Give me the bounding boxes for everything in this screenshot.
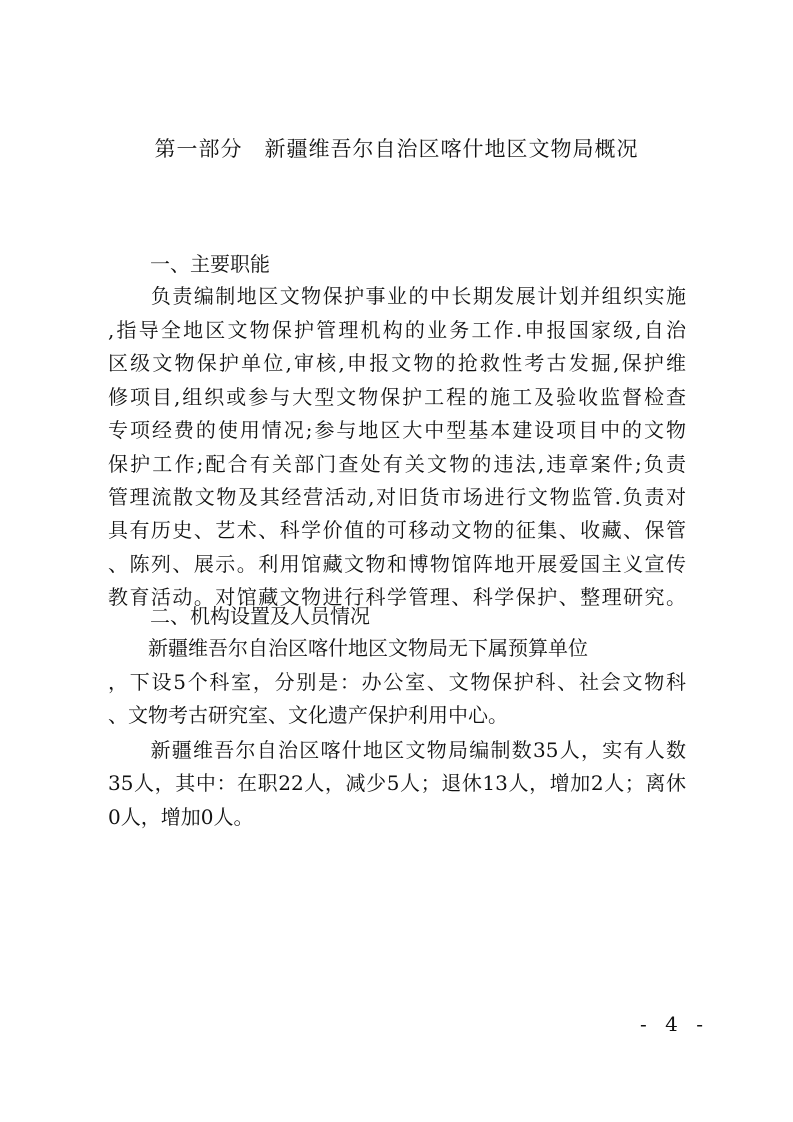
section-heading-main-functions: 一、主要职能 — [150, 252, 270, 276]
section-heading-organization: 二、机构设置及人员情况 — [150, 604, 370, 628]
paragraph-line: 0人，增加0人。 — [108, 805, 254, 829]
paragraph-line: 保护工作;配合有关部门查处有关文物的违法,违章案件;负责 — [108, 452, 686, 476]
paragraph-line: 区级文物保护单位,审核,申报文物的抢救性考古发掘,保护维 — [108, 351, 686, 375]
paragraph-line: 具有历史、艺术、科学价值的可移动文物的征集、收藏、保管 — [108, 518, 686, 542]
paragraph-line: 管理流散文物及其经营活动,对旧货市场进行文物监管.负责对 — [108, 485, 686, 509]
paragraph-line: 新疆维吾尔自治区喀什地区文物局编制数35人，实有人数 — [108, 738, 686, 762]
paragraph-line: 负责编制地区文物保护事业的中长期发展计划并组织实施 — [108, 284, 686, 308]
paragraph-line: 专项经费的使用情况;参与地区大中型基本建设项目中的文物 — [108, 418, 686, 442]
paragraph-line: ,指导全地区文物保护管理机构的业务工作.申报国家级,自治 — [108, 318, 686, 342]
paragraph-line: 、文物考古研究室、文化遗产保护利用中心。 — [108, 703, 508, 727]
paragraph-line: 35人，其中：在职22人，减少5人；退休13人，增加2人；离休 — [108, 771, 686, 795]
paragraph-line: 、陈列、展示。利用馆藏文物和博物馆阵地开展爱国主义宣传 — [108, 552, 686, 576]
page-title: 第一部分 新疆维吾尔自治区喀什地区文物局概况 — [154, 137, 639, 161]
paragraph-line: ，下设5个科室，分别是：办公室、文物保护科、社会文物科 — [108, 670, 686, 694]
paragraph-line: 教育活动。对馆藏文物进行科学管理、科学保护、整理研究。 — [108, 585, 686, 609]
page-number: - 4 - — [640, 1012, 709, 1036]
paragraph-line: 修项目,组织或参与大型文物保护工程的施工及验收监督检查 — [108, 385, 686, 409]
paragraph-line: 新疆维吾尔自治区喀什地区文物局无下属预算单位 — [108, 636, 588, 660]
